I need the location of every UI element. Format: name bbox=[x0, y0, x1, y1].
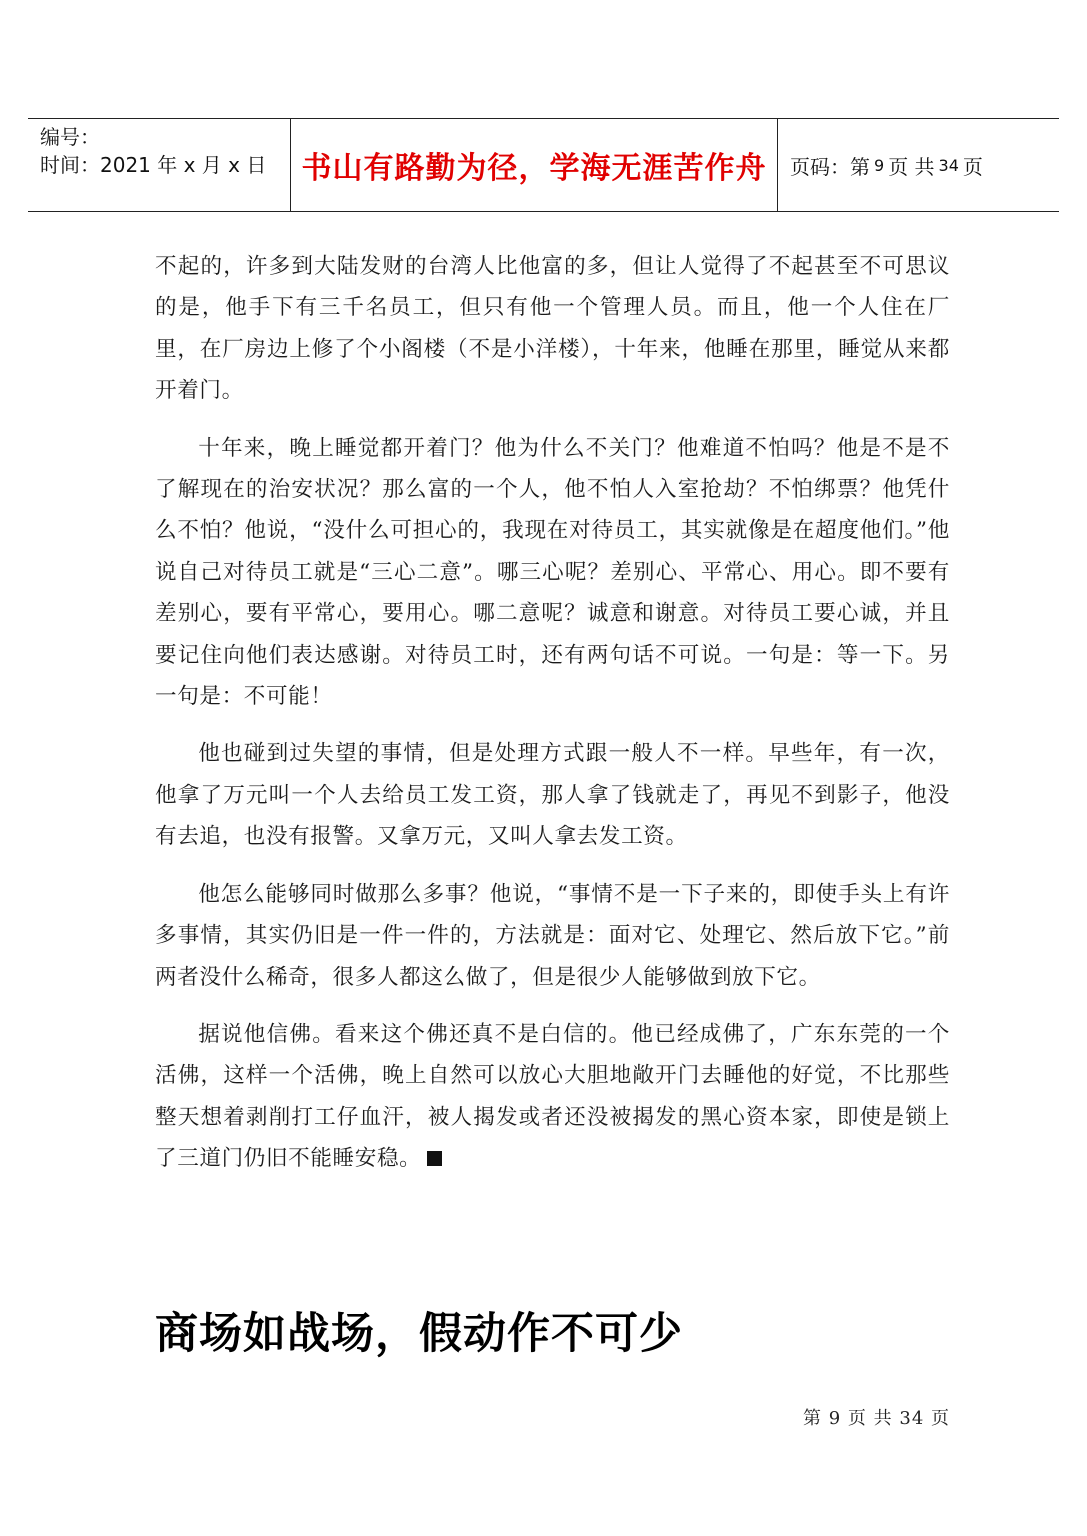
header-divider-left bbox=[290, 119, 291, 211]
paragraph: 他也碰到过失望的事情，但是处理方式跟一般人不一样。早些年，有一次，他拿了万元叫一个人去给员工发工资，那人拿了钱就走了，再见不到影子，他没有去追，也没有报警。又拿万元，又叫人拿去发工资。 bbox=[155, 741, 950, 850]
page-footer: 第 9 页 共 34 页 bbox=[803, 1408, 950, 1429]
paragraph: 他怎么能够同时做那么多事？他说，“事情不是一下子来的，即使手头上有许多事情，其实仍旧是一件一件的，方法就是：面对它、处理它、然后放下它。”前两者没什么稀奇，很多人都这么做了，但是很少人能够做到放下它。 bbox=[155, 881, 950, 990]
paragraph: 十年来，晚上睡觉都开着门？他为什么不关门？他难道不怕吗？他是不是不了解现在的治安状况？那么富的一个人，他不怕人入室抢劫？不怕绑票？他凭什么不怕？他说，“没什么可担心的，我现在对待员工，其实就像是在超度他们。”他说自己对待员工就是“三心二意”。哪三心呢？差别心、平常心、用心。即不要有差别心，要有平常心，要用心。哪二意呢？诚意和谢意。对待员工要心诚，并且要记住向他们表达感谢。对待员工时，还有两句话不可说。一句是：等一下。另一句是：不可能！ bbox=[155, 435, 950, 710]
section-title: 商场如战场，假动作不可少 bbox=[155, 1309, 683, 1359]
page-prefix: 页码：第 bbox=[790, 154, 870, 179]
page-header bbox=[28, 118, 1059, 212]
end-square-icon bbox=[427, 1151, 442, 1166]
page-total: 34 bbox=[938, 155, 959, 175]
page-suffix: 页 bbox=[962, 154, 983, 179]
serial-label: 编号： bbox=[40, 125, 100, 149]
time-label: 时间：2021 年 x 月 x 日 bbox=[40, 153, 267, 177]
header-divider-right bbox=[777, 119, 778, 211]
header-page-info bbox=[790, 119, 983, 211]
header-motto: 书山有路勤为径，学海无涯苦作舟 bbox=[301, 151, 767, 186]
page-number: 9 bbox=[874, 155, 885, 175]
paragraph-last bbox=[155, 1014, 950, 1180]
header-meta bbox=[40, 123, 290, 179]
article-body bbox=[155, 246, 950, 1196]
paragraph-text: 据说他信佛。看来这个佛还真不是白信的。他已经成佛了，广东东莞的一个活佛，这样一个活佛，晚上自然可以放心大胆地敞开门去睡他的好觉，不比那些整天想着剥削打工仔血汗，被人揭发或者还没被揭发的黑心资本家，即使是锁上了三道门仍旧不能睡安稳。 bbox=[155, 1021, 950, 1172]
paragraph: 不起的，许多到大陆发财的台湾人比他富的多，但让人觉得了不起甚至不可思议的是，他手下有三千名员工，但只有他一个管理人员。而且，他一个人住在厂里，在厂房边上修了个小阁楼（不是小洋楼），十年来，他睡在那里，睡觉从来都开着门。 bbox=[155, 254, 950, 404]
page-mid: 页 共 bbox=[888, 154, 935, 179]
